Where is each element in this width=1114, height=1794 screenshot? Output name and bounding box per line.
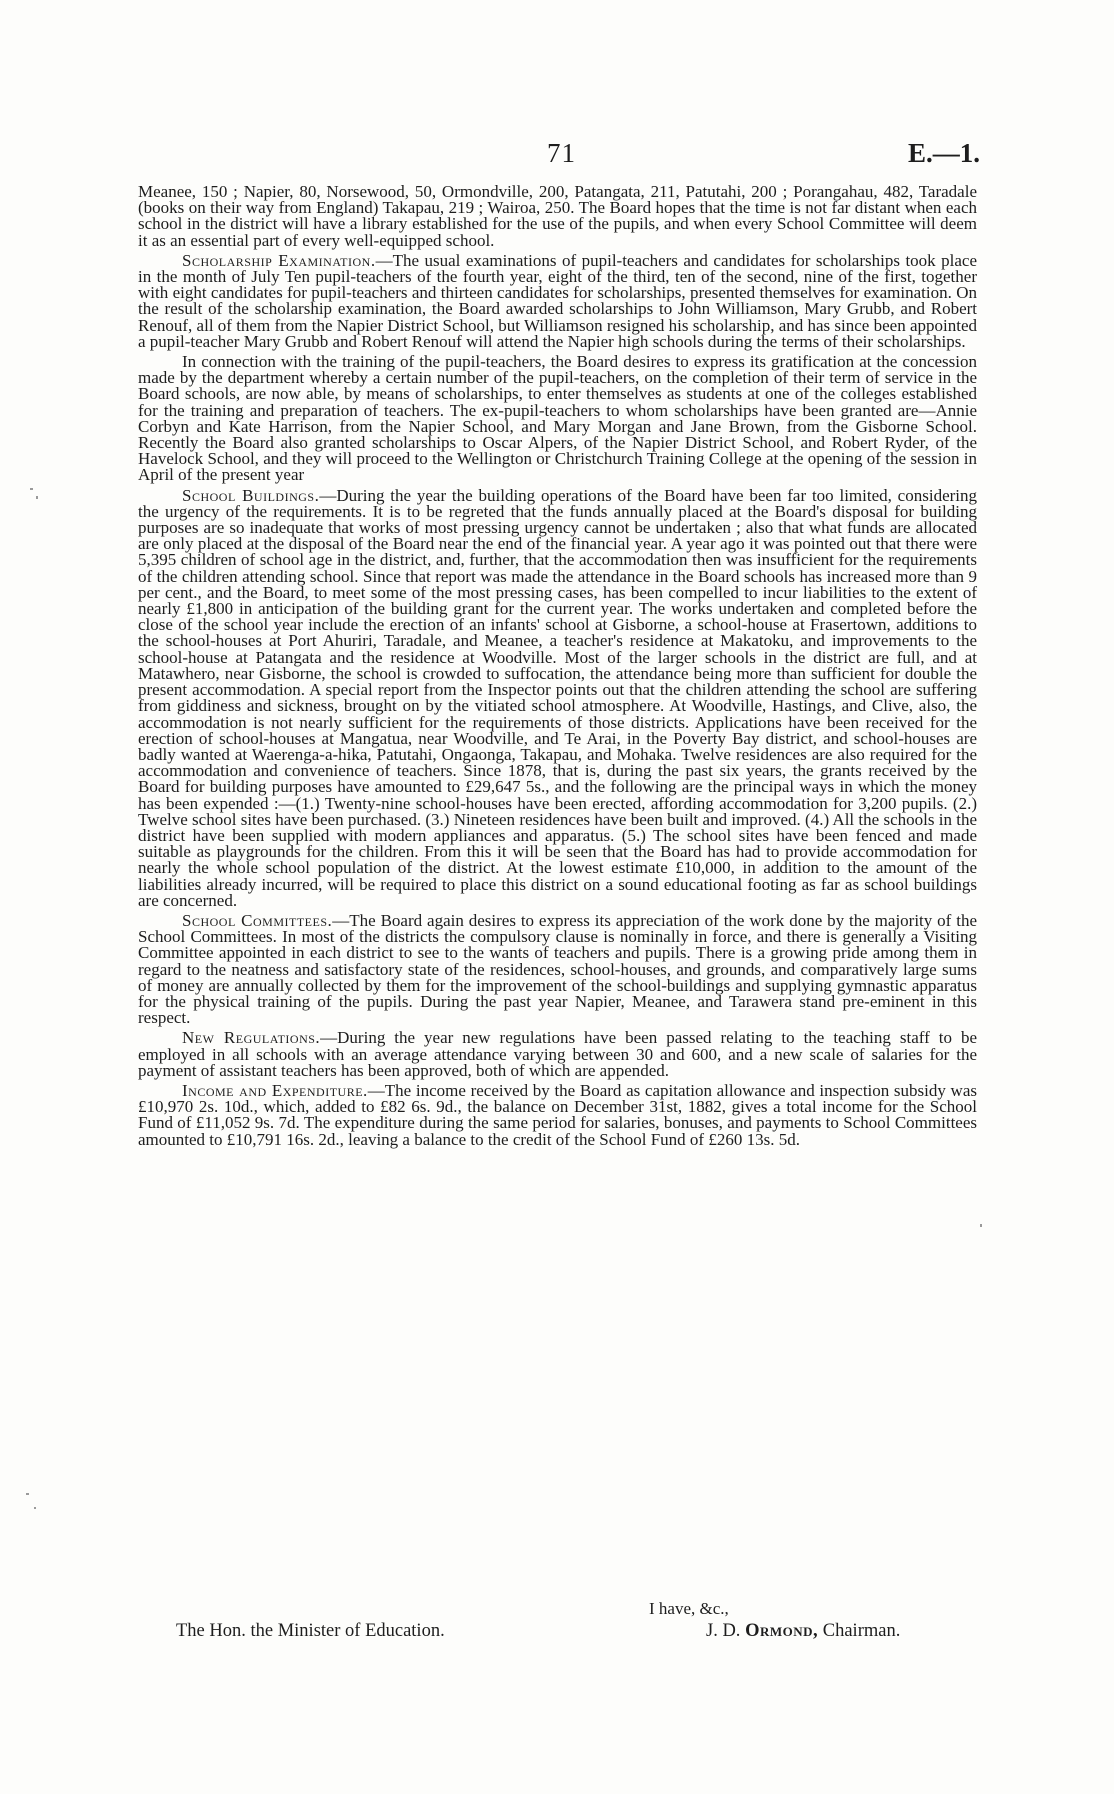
section-heading: New Regulations. — [182, 1028, 321, 1048]
signature — [706, 1621, 900, 1642]
signature-initials: J. D. — [706, 1621, 741, 1641]
report-body — [138, 184, 977, 1152]
paragraph-text: —The Board again desires to express its appreciation of the work done by the majority of the School Committees. In most of the districts the compulsory clause is nominally in force, and there is generally a Visiting Committee appointed in each district to see to the wants of teachers and pupils. There is a growing pride among them in regard to the neatness and satisfactory state of the residences, school-houses, and grounds, and comparatively large sums of money are annually collected by them for the improvement of the school-buildings and supplying gymnastic apparatus for the physical training of the pupils. During the past year Napier, Meanee, and Tarawera stand pre-eminent in this respect. — [138, 910, 977, 1028]
paragraph-libraries: Meanee, 150 ; Napier, 80, Norsewood, 50, Ormondville, 200, Patangata, 211, Patutahi, 200 ; Porangahau, 482, Taradale (books on their way from England) Takapau, 219 ; Wairoa, 250. The Board hopes that the time is not far distant when each school in the district will have a library established for the use of the pupils, and when every School Committee will deem it as an essential part of every well-equipped school. — [138, 182, 977, 250]
paragraph-income-expenditure — [138, 1080, 977, 1149]
section-heading: Scholarship Examination. — [182, 250, 376, 270]
scan-speck — [36, 496, 38, 499]
scan-speck — [980, 1224, 982, 1227]
scan-speck — [30, 488, 33, 490]
scan-speck — [34, 1507, 36, 1509]
paragraph-text: —During the year new regulations have been passed relating to the teaching staff to be employed in all schools with an average attendance varying between 30 and 600, and a new scale of salaries for the payment of assistant teachers has been approved, both of which are appended. — [138, 1028, 977, 1080]
section-heading: School Buildings. — [182, 485, 320, 505]
document-reference: E.—1. — [907, 138, 980, 168]
signature-title: Chairman. — [822, 1621, 901, 1641]
paragraph-pupil-teacher-training: In connection with the training of the pupil-teachers, the Board desires to express its gratification at the concession made by the department whereby a certain number of the pupil-teachers, on the completion of their term of service in the Board schools, are now able, by means of scholarships, to enter themselves as students at one of the colleges established for the training and preparation of teachers. The ex-pupil-teachers to whom scholarships have been granted are—Annie Corbyn and Kate Harrison, from the Napier School, and Mary Morgan and Jane Brown, from the Gisborne School. Recently the Board also granted scholarships to Oscar Alpers, of the Napier District School, and Robert Ryder, of the Havelock School, and they will proceed to the Wellington or Christchurch Training College at the opening of the session in April of the present year — [138, 352, 977, 485]
scan-speck — [26, 1493, 29, 1495]
paragraph-text: —The usual examinations of pupil-teachers and candidates for scholarships took place in the month of July Ten pupil-teachers of the fourth year, eight of the third, ten of the second, nine of the first, together with eight candidates for pupil-teachers and thirteen candidates for scholarships, presented themselves for examination. On the result of the scholarship examination, the Board awarded scholarships to John Williamson, Mary Grubb, and Robert Renouf, all of them from the Napier District School, but Williamson resigned his scholarship, and has since been appointed a pupil-teacher Mary Grubb and Robert Renouf will attend the Napier high schools during the terms of their scholarships. — [138, 250, 977, 351]
salutation: I have, &c., — [649, 1599, 729, 1618]
page-number: 71 — [547, 138, 576, 168]
section-heading: School Committees. — [182, 910, 333, 930]
addressee: The Hon. the Minister of Education. — [176, 1621, 445, 1641]
paragraph-school-committees — [138, 910, 977, 1028]
section-heading: Income and Expenditure. — [182, 1080, 368, 1100]
paragraph-school-buildings — [138, 485, 977, 910]
paragraph-text: —During the year the building operations of the Board have been far too limited, considering the urgency of the requirements. It is to be regreted that the funds annually placed at the Board's disposal for building purposes are so inadequate that works of most pressing urgency cannot be undertaken ; also that what funds are allocated are only placed at the disposal of the Board near the end of the financial year. A year ago it was pointed out that there were 5,395 children of school age in the district, and, further, that the accommodation then was insufficient for the requirements of the children attending school. Since that report was made the attendance in the Board schools has increased more than 9 per cent., and the Board, to meet some of the most pressing cases, has been compelled to incur liabilities to the extent of nearly £1,800 in anticipation of the building grant for the current year. The works undertaken and completed before the close of the school year include the erection of an infants' school at Gisborne, a school-house at Frasertown, additions to the school-houses at Port Ahuriri, Taradale, and Meanee, a teacher's residence at Makatoku, and improvements to the school-house at Patangata and the residence at Woodville. Most of the larger schools in the district are full, and at Matawhero, near Gisborne, the school is crowded to suffocation, the attendance being more than sufficient for double the present accommodation. A special report from the Inspector points out that the children attending the school are suffering from giddiness and sickness, brought on by the vitiated school atmosphere. At Woodville, Hastings, and Clive, also, the accommodation is not nearly sufficient for the requirements of those districts. Applications have been received for the erection of school-houses at Mangatua, near Woodville, and Te Arai, in the Poverty Bay district, and school-houses are badly wanted at Waerenga-a-hika, Patutahi, Ongaonga, Takapau, and Mohaka. Twelve residences are also required for the accommodation and convenience of teachers. Since 1878, that is, during the past six years, the grants received by the Board for building purposes have amounted to £29,647 5s., and the following are the principal ways in which the money has been expended :—(1.) Twenty-nine school-houses have been erected, affording accommodation for 3,200 pupils. (2.) Twelve school sites have been purchased. (3.) Nineteen residences have been built and improved. (4.) All the schools in the district have been supplied with modern appliances and apparatus. (5.) The school sites have been fenced and made suitable as playgrounds for the children. From this it will be seen that the Board has had to provide accommodation for nearly the whole school population of the district. At the lowest estimate £10,000, in addition to the amount of the liabilities already incurred, will be required to place this district on a sound educational footing as far as school buildings are concerned. — [138, 485, 977, 910]
paragraph-text: —The income received by the Board as capitation allowance and inspection subsidy was £10,970 2s. 10d., which, added to £82 6s. 9d., the balance on December 31st, 1882, gives a total income for the School Fund of £11,052 9s. 7d. The expenditure during the same period for salaries, bonuses, and payments to School Committees amounted to £10,791 16s. 2d., leaving a balance to the credit of the School Fund of £260 13s. 5d. — [138, 1080, 977, 1149]
page-header — [0, 138, 1114, 178]
signature-surname: Ormond, — [745, 1621, 819, 1641]
paragraph-scholarship-examination — [138, 250, 977, 351]
paragraph-new-regulations — [138, 1030, 977, 1079]
